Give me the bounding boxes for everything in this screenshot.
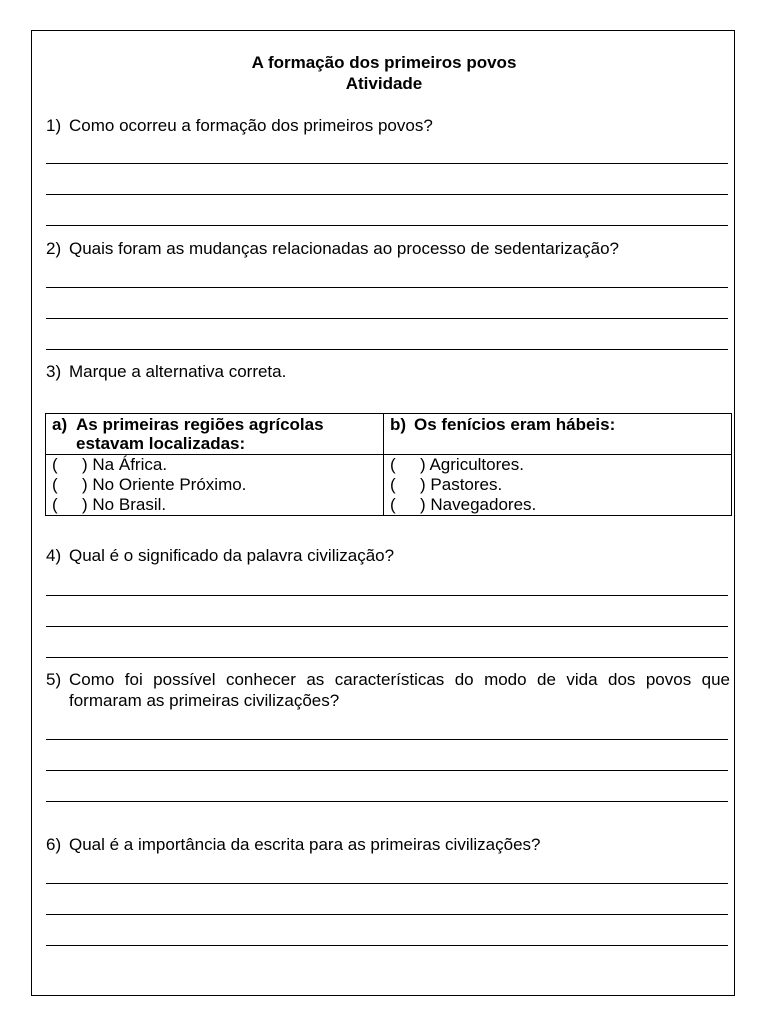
question-3: [46, 361, 730, 382]
alternative-b-heading: [384, 414, 732, 455]
option-label: No Oriente Próximo.: [92, 475, 247, 494]
question-number: 6): [46, 835, 62, 854]
checkbox-open[interactable]: (: [52, 495, 58, 514]
question-5: [46, 669, 730, 711]
answer-line[interactable]: [46, 657, 728, 658]
checkbox-open[interactable]: (: [52, 455, 58, 474]
option-no-oriente-proximo[interactable]: [52, 475, 377, 495]
answer-line[interactable]: [46, 349, 728, 350]
question-6: [46, 834, 730, 855]
question-text: Qual é a importância da escrita para as primeiras civilizações?: [69, 835, 541, 854]
alternative-heading-text: As primeiras regiões agrícolas estavam localizadas:: [76, 415, 324, 453]
option-na-africa[interactable]: [52, 455, 377, 475]
answer-line[interactable]: [46, 739, 728, 740]
answer-line[interactable]: [46, 194, 728, 195]
alternative-a-heading: [46, 414, 384, 455]
answer-line[interactable]: [46, 287, 728, 288]
answer-line[interactable]: [46, 626, 728, 627]
checkbox-open[interactable]: (: [390, 475, 396, 494]
answer-line[interactable]: [46, 163, 728, 164]
alternative-letter: a): [52, 415, 68, 434]
question-number: 2): [46, 239, 62, 258]
answer-line[interactable]: [46, 914, 728, 915]
question-number: 4): [46, 546, 62, 565]
checkbox-close: ): [82, 495, 88, 514]
option-label: Pastores.: [430, 475, 503, 494]
checkbox-open[interactable]: (: [390, 495, 396, 514]
answer-line[interactable]: [46, 595, 728, 596]
checkbox-open[interactable]: (: [390, 455, 396, 474]
checkbox-close: ): [82, 475, 88, 494]
question-number: 5): [46, 670, 62, 689]
question-text: Marque a alternativa correta.: [69, 362, 287, 381]
question-4: [46, 545, 730, 566]
question-text: Como foi possível conhecer as características do modo de vida dos povos que formaram as primeiras civilizações?: [69, 670, 730, 710]
worksheet-subtitle: Atividade: [345, 74, 423, 93]
checkbox-close: ): [82, 455, 88, 474]
question-2: [46, 238, 730, 259]
option-navegadores[interactable]: [390, 495, 725, 515]
alternative-letter: b): [390, 415, 407, 434]
answer-line[interactable]: [46, 883, 728, 884]
worksheet-title: A formação dos primeiros povos: [251, 53, 517, 72]
answer-line[interactable]: [46, 225, 728, 226]
alternative-b-options: [384, 455, 732, 516]
checkbox-close: ): [420, 495, 426, 514]
question-text: Quais foram as mudanças relacionadas ao processo de sedentarização?: [69, 239, 619, 258]
alternatives-table: [45, 413, 732, 516]
question-text: Como ocorreu a formação dos primeiros povos?: [69, 116, 433, 135]
checkbox-close: ): [420, 475, 426, 494]
question-number: 3): [46, 362, 62, 381]
option-agricultores[interactable]: [390, 455, 725, 475]
question-text: Qual é o significado da palavra civilização?: [69, 546, 395, 565]
answer-line[interactable]: [46, 801, 728, 802]
option-pastores[interactable]: [390, 475, 725, 495]
answer-line[interactable]: [46, 770, 728, 771]
answer-line[interactable]: [46, 318, 728, 319]
checkbox-open[interactable]: (: [52, 475, 58, 494]
checkbox-close: ): [420, 455, 426, 474]
option-label: No Brasil.: [92, 495, 167, 514]
alternative-a-options: [46, 455, 384, 516]
option-label: Na África.: [92, 455, 168, 474]
alternative-heading-text: Os fenícios eram hábeis:: [414, 415, 616, 434]
option-label: Navegadores.: [430, 495, 537, 514]
answer-line[interactable]: [46, 945, 728, 946]
question-1: [46, 115, 730, 136]
option-no-brasil[interactable]: [52, 495, 377, 515]
option-label: Agricultores.: [429, 455, 524, 474]
question-number: 1): [46, 116, 62, 135]
